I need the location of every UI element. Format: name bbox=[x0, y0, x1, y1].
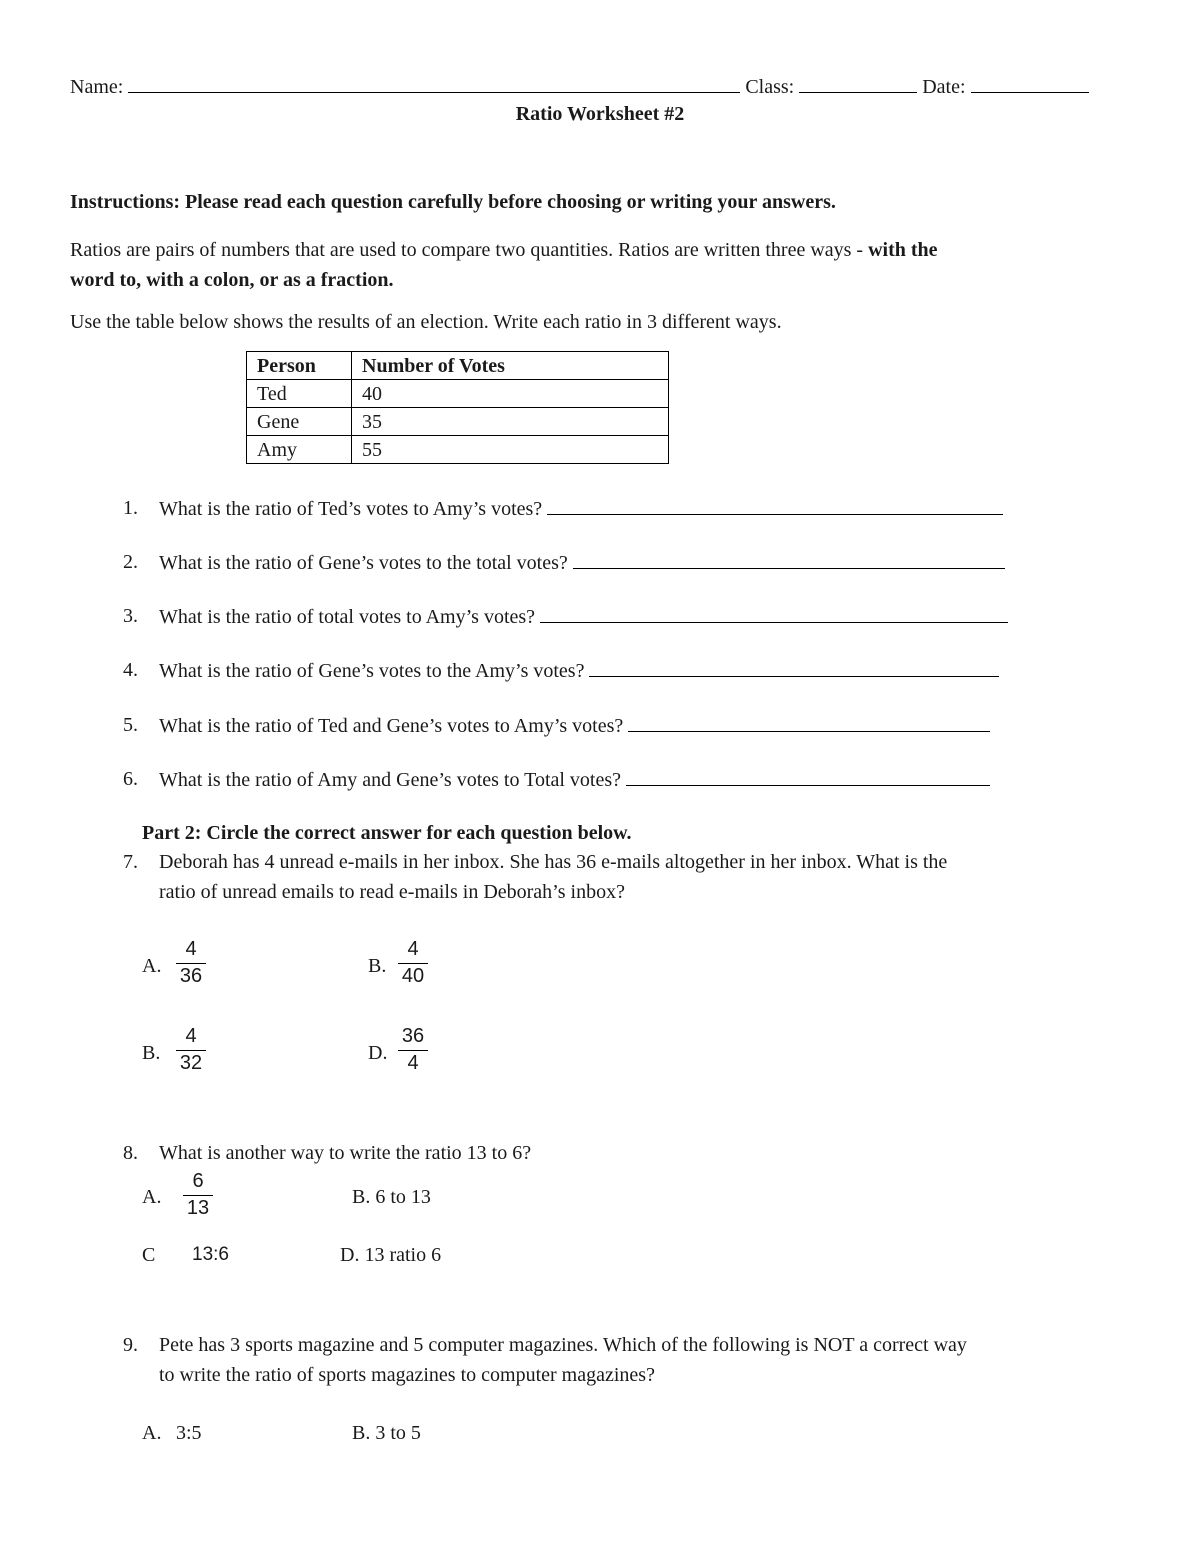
q8-option-d[interactable]: D. 13 ratio 6 bbox=[340, 1244, 442, 1266]
fraction-numerator: 36 bbox=[401, 1025, 425, 1047]
question-text-line1: Pete has 3 sports magazine and 5 computer magazines. Which of the following is NOT a correct way bbox=[159, 1334, 967, 1356]
table-header-row bbox=[247, 352, 669, 380]
question-number: 1. bbox=[123, 497, 138, 519]
answer-field[interactable] bbox=[573, 550, 1005, 569]
date-field[interactable] bbox=[971, 74, 1089, 93]
question-number: 7. bbox=[123, 851, 138, 873]
q7-option-d-fraction[interactable] bbox=[398, 1025, 428, 1074]
answer-field[interactable] bbox=[628, 713, 990, 732]
table-cell: Amy bbox=[247, 436, 352, 464]
fraction-numerator: 4 bbox=[407, 938, 419, 960]
question-text-line2: ratio of unread emails to read e-mails in Deborah’s inbox? bbox=[159, 881, 625, 903]
q8-option-a-label[interactable]: A. bbox=[142, 1186, 162, 1208]
fraction-denominator: 40 bbox=[401, 965, 425, 987]
question-text: What is the ratio of Ted’s votes to Amy’s votes? bbox=[159, 498, 543, 520]
question-number: 4. bbox=[123, 659, 138, 681]
name-label: Name: bbox=[70, 76, 124, 98]
table-header-votes: Number of Votes bbox=[352, 352, 669, 380]
q7-option-c-label[interactable]: B. bbox=[142, 1042, 161, 1064]
votes-table bbox=[246, 351, 669, 464]
question-text: What is another way to write the ratio 13 to 6? bbox=[159, 1142, 532, 1164]
fraction-denominator: 4 bbox=[407, 1052, 419, 1074]
answer-field[interactable] bbox=[547, 496, 1003, 515]
question-text-line2: to write the ratio of sports magazines to computer magazines? bbox=[159, 1364, 655, 1386]
q7-option-b-fraction[interactable] bbox=[398, 938, 428, 987]
fraction-numerator: 4 bbox=[185, 1025, 197, 1047]
table-row bbox=[247, 436, 669, 464]
question-number: 5. bbox=[123, 714, 138, 736]
class-label: Class: bbox=[745, 76, 795, 98]
q7-option-c-fraction[interactable] bbox=[176, 1025, 206, 1074]
fraction-bar bbox=[398, 1050, 428, 1051]
question-number: 8. bbox=[123, 1142, 138, 1164]
table-intro: Use the table below shows the results of an election. Write each ratio in 3 different ways. bbox=[70, 311, 782, 333]
intro-text: Ratios are pairs of numbers that are used to compare two quantities. Ratios are written three ways - bbox=[70, 239, 869, 261]
fraction-denominator: 32 bbox=[179, 1052, 203, 1074]
question-text: What is the ratio of Ted and Gene’s votes to Amy’s votes? bbox=[159, 715, 624, 737]
intro-bold-1: with the bbox=[868, 239, 938, 261]
name-field[interactable] bbox=[128, 74, 740, 93]
q9-option-a-value[interactable]: 3:5 bbox=[176, 1422, 202, 1444]
intro-paragraph bbox=[70, 235, 938, 295]
fraction-bar bbox=[398, 963, 428, 964]
table-cell: 35 bbox=[352, 408, 669, 436]
fraction-numerator: 6 bbox=[192, 1170, 204, 1192]
question-9 bbox=[108, 1333, 1158, 1393]
question-number: 6. bbox=[123, 768, 138, 790]
question-8 bbox=[108, 1141, 1108, 1171]
fraction-bar bbox=[176, 963, 206, 964]
name-line bbox=[70, 74, 1089, 99]
q8-option-b[interactable]: B. 6 to 13 bbox=[352, 1186, 431, 1208]
part2-heading: Part 2: Circle the correct answer for each question below. bbox=[142, 822, 632, 844]
q7-option-b-label[interactable]: B. bbox=[368, 955, 387, 977]
fraction-bar bbox=[176, 1050, 206, 1051]
instructions: Instructions: Please read each question carefully before choosing or writing your answers. bbox=[70, 191, 836, 213]
date-label: Date: bbox=[922, 76, 966, 98]
fraction-denominator: 13 bbox=[186, 1197, 210, 1219]
question-text: What is the ratio of total votes to Amy’s votes? bbox=[159, 606, 536, 628]
answer-field[interactable] bbox=[589, 658, 999, 677]
table-cell: Gene bbox=[247, 408, 352, 436]
page-title: Ratio Worksheet #2 bbox=[515, 103, 685, 125]
intro-bold-2: word to, with a colon, or as a fraction. bbox=[70, 269, 394, 291]
q8-option-c-label[interactable]: C bbox=[142, 1244, 156, 1266]
table-cell: Ted bbox=[247, 380, 352, 408]
fraction-bar bbox=[183, 1195, 213, 1196]
question-text-line1: Deborah has 4 unread e-mails in her inbox. She has 36 e-mails altogether in her inbox. What is the bbox=[159, 851, 948, 873]
class-field[interactable] bbox=[799, 74, 917, 93]
q7-option-a-label[interactable]: A. bbox=[142, 955, 162, 977]
answer-field[interactable] bbox=[626, 767, 990, 786]
question-text: What is the ratio of Amy and Gene’s votes to Total votes? bbox=[159, 769, 622, 791]
table-row bbox=[247, 380, 669, 408]
q7-option-d-label[interactable]: D. bbox=[368, 1042, 388, 1064]
fraction-numerator: 4 bbox=[185, 938, 197, 960]
answer-field[interactable] bbox=[540, 604, 1008, 623]
table-row bbox=[247, 408, 669, 436]
q8-option-c-value[interactable]: 13:6 bbox=[192, 1244, 229, 1265]
question-text: What is the ratio of Gene’s votes to the Amy’s votes? bbox=[159, 660, 585, 682]
question-number: 9. bbox=[123, 1334, 138, 1356]
q9-option-a-label[interactable]: A. bbox=[142, 1422, 162, 1444]
question-number: 3. bbox=[123, 605, 138, 627]
question-7 bbox=[108, 850, 1108, 910]
question-number: 2. bbox=[123, 551, 138, 573]
table-cell: 55 bbox=[352, 436, 669, 464]
q9-option-b[interactable]: B. 3 to 5 bbox=[352, 1422, 421, 1444]
question-text: What is the ratio of Gene’s votes to the total votes? bbox=[159, 552, 568, 574]
q7-option-a-fraction[interactable] bbox=[176, 938, 206, 987]
table-header-person: Person bbox=[247, 352, 352, 380]
fraction-denominator: 36 bbox=[179, 965, 203, 987]
q8-option-a-fraction[interactable] bbox=[183, 1170, 213, 1219]
table-cell: 40 bbox=[352, 380, 669, 408]
